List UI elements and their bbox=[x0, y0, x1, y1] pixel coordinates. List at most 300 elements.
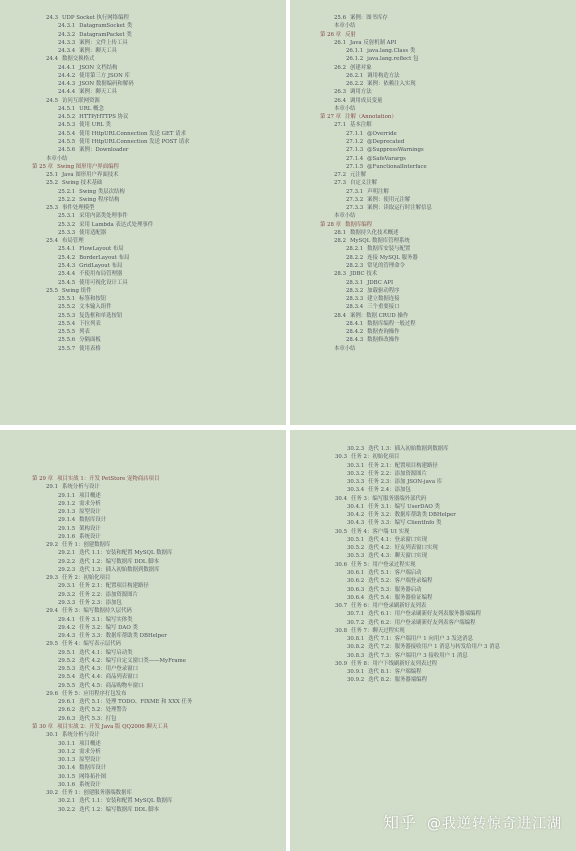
toc-number: 25.5.5 bbox=[58, 329, 76, 336]
toc-subsection bbox=[0, 706, 286, 714]
toc-title: 下拉列表 bbox=[79, 320, 101, 327]
toc-subsection bbox=[290, 619, 576, 627]
toc-section bbox=[0, 171, 286, 179]
toc-subsection bbox=[0, 245, 286, 253]
toc-section bbox=[290, 171, 576, 179]
toc-title: 任务 2.3：添加 JSON-java 库 bbox=[368, 479, 443, 486]
toc-number: 26.1 bbox=[334, 39, 347, 46]
toc-number: 29.5.3 bbox=[58, 666, 76, 673]
toc-title: 案例：聊天工具 bbox=[79, 89, 117, 96]
toc-title: 使用适配器 bbox=[79, 229, 107, 236]
toc-title: 案例：图书库存 bbox=[350, 15, 388, 21]
toc-number: 26.1.1 bbox=[346, 48, 364, 55]
toc-number: 30.8.3 bbox=[347, 652, 365, 659]
toc-title: 本章小结 bbox=[334, 345, 356, 352]
toc-section bbox=[0, 97, 286, 105]
toc-number: 24.4.4 bbox=[58, 89, 76, 96]
toc-number: 28.4.3 bbox=[346, 337, 364, 344]
toc-subsection bbox=[0, 336, 286, 344]
toc-subsection bbox=[0, 632, 286, 640]
toc-number: 27.1.1 bbox=[346, 130, 364, 137]
toc-number: 29.1.6 bbox=[58, 533, 76, 540]
toc-title: 反射 bbox=[345, 31, 356, 38]
toc-title: 自定义注解 bbox=[350, 180, 377, 187]
toc-subsection bbox=[0, 665, 286, 673]
toc-subsection bbox=[290, 445, 576, 453]
toc-subsection bbox=[290, 652, 576, 660]
toc-subsection bbox=[290, 287, 576, 295]
toc-number: 30.3.2 bbox=[347, 470, 365, 477]
toc-number: 29.1.5 bbox=[58, 525, 76, 532]
toc-title: 调用方法 bbox=[350, 89, 372, 96]
toc-number: 24.5.3 bbox=[58, 122, 76, 129]
toc-title: 迭代 1.1：安装和配置 MySQL 数据库 bbox=[79, 550, 173, 557]
toc-subsection bbox=[290, 130, 576, 138]
toc-subsection bbox=[290, 155, 576, 163]
toc-title: 网络拓扑图 bbox=[79, 773, 107, 780]
toc-title: JDBC 技术 bbox=[350, 271, 378, 278]
toc-title: 数据查询操作 bbox=[367, 329, 400, 336]
toc-subsection bbox=[0, 146, 286, 154]
toc-title: URL 概念 bbox=[79, 105, 104, 112]
toc-title: 调用构造方法 bbox=[367, 72, 400, 79]
toc-number: 29.1 bbox=[46, 484, 59, 491]
toc-subsection bbox=[290, 594, 576, 602]
toc-section bbox=[290, 229, 576, 237]
toc-panel-bottom-right bbox=[290, 430, 576, 851]
toc-number: 29.6 bbox=[46, 690, 59, 697]
toc-title: 项目概述 bbox=[79, 740, 101, 747]
toc-section bbox=[0, 179, 286, 187]
toc-number: 30.9.1 bbox=[347, 669, 365, 676]
toc-number: 24.4.3 bbox=[58, 81, 76, 88]
toc-number: 26.2.1 bbox=[346, 72, 364, 79]
toc-number: 25.5 bbox=[46, 287, 59, 294]
toc-title: Java 图形用户界面技术 bbox=[62, 172, 119, 179]
toc-title: 任务 5：应用程序打包发布 bbox=[62, 690, 127, 697]
toc-section bbox=[290, 270, 576, 278]
toc-number: 30.4.2 bbox=[347, 512, 365, 519]
toc-title: 案例：聊天工具 bbox=[79, 48, 117, 55]
toc-number: 29.6.1 bbox=[58, 699, 76, 706]
toc-number: 第 30 章 bbox=[32, 723, 54, 730]
toc-number: 28.2.2 bbox=[346, 254, 364, 261]
toc-title: 数据库编程一般过程 bbox=[367, 320, 416, 327]
toc-number: 30.5.2 bbox=[347, 545, 365, 552]
toc-subsection bbox=[0, 558, 286, 566]
toc-title: JSON 文档结构 bbox=[79, 64, 118, 71]
toc-title: 任务 2.3：添加包 bbox=[79, 599, 122, 606]
toc-subsection bbox=[290, 610, 576, 618]
toc-title: 数据库设计 bbox=[79, 765, 107, 772]
toc-title: DatagramPacket 类 bbox=[79, 31, 132, 38]
toc-section bbox=[0, 483, 286, 491]
toc-subsection bbox=[0, 797, 286, 805]
toc-number: 29.5.2 bbox=[58, 657, 76, 664]
toc-number: 30.5 bbox=[335, 528, 348, 535]
toc-number: 30.3.1 bbox=[347, 462, 365, 469]
toc-subsection bbox=[0, 22, 286, 30]
toc-number: 第 28 章 bbox=[320, 221, 342, 228]
toc-subsection bbox=[290, 511, 576, 519]
toc-subsection bbox=[0, 764, 286, 772]
toc-section bbox=[290, 453, 576, 461]
toc-title: 分隔面板 bbox=[79, 337, 101, 344]
toc-subsection bbox=[290, 254, 576, 262]
toc-number: 28.3 bbox=[334, 271, 347, 278]
toc-title: 迭代 1.3：插入初始数据到数据库 bbox=[368, 446, 449, 452]
toc-subsection bbox=[0, 72, 286, 80]
toc-title: 迭代 5.4：服务器验证编程 bbox=[368, 594, 433, 601]
toc-subsection bbox=[0, 221, 286, 229]
toc-title: 任务 2.2：添加资源图片 bbox=[368, 470, 427, 477]
toc-subsection bbox=[290, 196, 576, 204]
toc-subsection bbox=[290, 544, 576, 552]
toc-number: 30.7.2 bbox=[347, 619, 365, 626]
toc-number: 25.3.3 bbox=[58, 229, 76, 236]
toc-title: 采用 Lambda 表达式处理事件 bbox=[79, 221, 154, 228]
toc-title: 声明注解 bbox=[367, 188, 389, 195]
toc-title: 任务 3.1：编写 UserDAO 类 bbox=[368, 503, 440, 510]
toc-title: 访问互联网资源 bbox=[62, 97, 100, 104]
toc-title: 加载驱动程序 bbox=[367, 287, 400, 294]
toc-subsection bbox=[0, 295, 286, 303]
toc-title: 系统设计 bbox=[79, 533, 101, 540]
toc-title: @SuppressWarnings bbox=[367, 147, 424, 154]
toc-subsection bbox=[290, 55, 576, 63]
toc-subsection bbox=[0, 312, 286, 320]
toc-title: 调用成员变量 bbox=[350, 97, 383, 104]
toc-title: 使用 URL 类 bbox=[79, 122, 111, 129]
toc-number: 29.3 bbox=[46, 575, 59, 582]
toc-number: 26.2 bbox=[334, 64, 347, 71]
toc-number: 29.6.2 bbox=[58, 707, 76, 714]
toc-number: 28.3.1 bbox=[346, 279, 364, 286]
toc-number: 30.5.3 bbox=[347, 553, 365, 560]
toc-title: 注解（Annotation） bbox=[345, 114, 397, 121]
toc-title: 迭代 7.1：客户端用户 1 向用户 3 发送消息 bbox=[368, 636, 474, 643]
toc-section bbox=[290, 660, 576, 668]
toc-number: 29.6.3 bbox=[58, 715, 76, 722]
toc-number: 30.1.5 bbox=[58, 773, 76, 780]
toc-title: Swing 类层次结构 bbox=[79, 188, 125, 195]
toc-title: 数据库编程 bbox=[345, 221, 373, 228]
toc-subsection bbox=[0, 345, 286, 353]
toc-title: 本章小结 bbox=[334, 213, 356, 220]
toc-subsection bbox=[0, 303, 286, 311]
toc-title: 本章小结 bbox=[46, 155, 68, 162]
toc-title: 使用可视化设计工具 bbox=[79, 279, 128, 286]
toc-title: HTTP/HTTPS 协议 bbox=[79, 114, 129, 121]
toc-number: 30.3 bbox=[335, 454, 348, 461]
toc-title: 任务 8：用户下线刷新好友列表过程 bbox=[351, 660, 438, 667]
toc-title: BorderLayout 布局 bbox=[79, 254, 130, 261]
toc-subsection bbox=[290, 336, 576, 344]
toc-subsection bbox=[0, 113, 286, 121]
toc-summary bbox=[290, 212, 576, 220]
toc-number: 27.2 bbox=[334, 172, 347, 179]
toc-title: 迭代 4.1：编写启动类 bbox=[79, 649, 133, 656]
toc-title: 迭代 7.2：服务器接收用户 1 消息与转发给用户 3 消息 bbox=[368, 644, 500, 651]
toc-subsection bbox=[290, 552, 576, 560]
toc-subsection bbox=[290, 320, 576, 328]
toc-title: 架构设计 bbox=[79, 525, 101, 532]
toc-number: 24.3.4 bbox=[58, 48, 76, 55]
toc-title: FlowLayout 布局 bbox=[79, 246, 124, 253]
toc-title: 常见的管理命令 bbox=[367, 262, 405, 269]
toc-number: 25.3.2 bbox=[58, 221, 76, 228]
toc-title: 迭代 1.3：插入初始数据到数据库 bbox=[79, 566, 160, 573]
toc-subsection bbox=[290, 295, 576, 303]
toc-section bbox=[0, 640, 286, 648]
toc-title: 迭代 7.3：客户端用户 3 接收用户 1 消息 bbox=[368, 652, 468, 659]
toc-subsection bbox=[290, 188, 576, 196]
toc-number: 30.6.4 bbox=[347, 594, 365, 601]
toc-number: 29.3.3 bbox=[58, 599, 76, 606]
toc-subsection bbox=[0, 657, 286, 665]
toc-title: 案例：文件上传工具 bbox=[79, 39, 128, 46]
toc-title: 任务 4：客户端 UI 实现 bbox=[351, 528, 410, 535]
toc-title: 迭代 4.3：用户登录窗口 bbox=[79, 666, 138, 673]
toc-title: 任务 3.3：数据库帮助类 DBHelper bbox=[79, 633, 167, 640]
toc-number: 30.1.2 bbox=[58, 748, 76, 755]
toc-subsection bbox=[0, 130, 286, 138]
toc-number: 28.2 bbox=[334, 238, 347, 245]
toc-summary bbox=[290, 22, 576, 30]
toc-title: 任务 3.1：编写实体类 bbox=[79, 616, 133, 623]
toc-number: 25.5.6 bbox=[58, 337, 76, 344]
toc-number: 28.4.2 bbox=[346, 329, 364, 336]
toc-title: 迭代 5.2：客户端登录编程 bbox=[368, 578, 433, 585]
toc-subsection bbox=[0, 698, 286, 706]
toc-title: 文本输入组件 bbox=[79, 304, 112, 311]
toc-number: 24.4.2 bbox=[58, 72, 76, 79]
toc-subsection bbox=[0, 806, 286, 814]
toc-subsection bbox=[290, 635, 576, 643]
toc-section bbox=[0, 204, 286, 212]
toc-subsection bbox=[290, 146, 576, 154]
toc-title: 案例：数据 CRUD 操作 bbox=[350, 312, 409, 319]
toc-title: 任务 3.3：编写 ClientInfo 类 bbox=[368, 520, 442, 527]
toc-title: 数据修改操作 bbox=[367, 337, 400, 344]
toc-title: 迭代 4.4：商品列表窗口 bbox=[79, 674, 138, 681]
toc-section bbox=[0, 607, 286, 615]
toc-subsection bbox=[290, 279, 576, 287]
toc-number: 30.7.1 bbox=[347, 611, 365, 618]
toc-title: 连接 MySQL 服务器 bbox=[367, 254, 418, 261]
toc-subsection bbox=[0, 748, 286, 756]
toc-title: JSON 数据编码和解码 bbox=[79, 81, 134, 88]
toc-number: 30.1.3 bbox=[58, 757, 76, 764]
toc-title: 任务 3.2：数据库帮助类 DBHelper bbox=[368, 512, 456, 519]
toc-number: 29.3.2 bbox=[58, 591, 76, 598]
toc-chapter bbox=[290, 31, 576, 39]
toc-subsection bbox=[0, 599, 286, 607]
toc-subsection bbox=[0, 500, 286, 508]
toc-section bbox=[0, 731, 286, 739]
toc-panel-bottom-left bbox=[0, 430, 286, 851]
toc-number: 30.6.1 bbox=[347, 569, 365, 576]
toc-title: 项目概述 bbox=[79, 492, 101, 499]
toc-number: 25.4.4 bbox=[58, 271, 76, 278]
toc-title: 使用 HttpURLConnection 发送 POST 请求 bbox=[79, 138, 190, 145]
toc-number: 29.2.3 bbox=[58, 566, 76, 573]
toc-title: 创建对象 bbox=[350, 64, 372, 71]
toc-title: 系统设计 bbox=[79, 781, 101, 788]
toc-title: @Deprecated bbox=[367, 138, 405, 145]
toc-title: Swing 技术基础 bbox=[62, 180, 103, 187]
toc-title: GridLayout 布局 bbox=[79, 262, 123, 269]
toc-title: 任务 1：创建服务器端数据库 bbox=[62, 790, 132, 797]
toc-section bbox=[0, 541, 286, 549]
toc-title: 迭代 4.2：编写自定义窗口类——MyFrame bbox=[79, 657, 186, 664]
toc-number: 24.3.1 bbox=[58, 23, 76, 30]
toc-subsection bbox=[0, 616, 286, 624]
toc-number: 30.1 bbox=[46, 732, 59, 739]
toc-title: 标签和按钮 bbox=[79, 296, 107, 303]
toc-subsection bbox=[0, 270, 286, 278]
toc-title: 迭代 6.2：用户登录刷新好友列表客户端编程 bbox=[368, 619, 476, 626]
toc-title: 任务 4：编写表示层代码 bbox=[62, 641, 122, 648]
toc-subsection bbox=[0, 549, 286, 557]
toc-number: 24.3 bbox=[46, 15, 59, 21]
toc-number: 30.2.1 bbox=[58, 798, 76, 805]
toc-number: 27.1.5 bbox=[346, 163, 364, 170]
toc-subsection bbox=[0, 328, 286, 336]
toc-title: 案例：使用元注解 bbox=[367, 196, 411, 203]
toc-subsection bbox=[290, 569, 576, 577]
toc-chapter bbox=[290, 221, 576, 229]
toc-title: 元注解 bbox=[350, 172, 367, 179]
toc-title: 迭代 4.3：聊天窗口实现 bbox=[368, 553, 427, 560]
toc-section bbox=[0, 574, 286, 582]
toc-subsection bbox=[0, 533, 286, 541]
toc-title: @FunctionalInterface bbox=[367, 163, 427, 170]
toc-section bbox=[290, 39, 576, 47]
toc-number: 29.5.1 bbox=[58, 649, 76, 656]
toc-number: 24.5.1 bbox=[58, 105, 76, 112]
toc-subsection bbox=[0, 88, 286, 96]
toc-number: 30.1.1 bbox=[58, 740, 76, 747]
toc-section bbox=[0, 237, 286, 245]
toc-number: 30.1.6 bbox=[58, 781, 76, 788]
toc-number: 25.4.1 bbox=[58, 246, 76, 253]
toc-number: 27.1.3 bbox=[346, 147, 364, 154]
toc-section bbox=[0, 287, 286, 295]
toc-title: 任务 1：创建数据库 bbox=[62, 542, 111, 549]
toc-subsection bbox=[290, 462, 576, 470]
toc-subsection bbox=[0, 649, 286, 657]
toc-subsection bbox=[0, 673, 286, 681]
toc-number: 30.6.3 bbox=[347, 586, 365, 593]
toc-subsection bbox=[0, 582, 286, 590]
toc-number: 25.6 bbox=[334, 15, 347, 21]
toc-number: 30.8.1 bbox=[347, 636, 365, 643]
toc-subsection bbox=[290, 163, 576, 171]
toc-subsection bbox=[290, 519, 576, 527]
toc-subsection bbox=[0, 740, 286, 748]
toc-title: 本章小结 bbox=[334, 105, 356, 112]
toc-title: Java 反射机制 API bbox=[350, 39, 397, 46]
toc-subsection bbox=[290, 577, 576, 585]
toc-title: 采用内部类处理事件 bbox=[79, 213, 128, 220]
toc-number: 30.9.2 bbox=[347, 677, 365, 684]
toc-chapter bbox=[0, 475, 286, 483]
toc-title: 迭代 1.2：编写数据库 DDL 脚本 bbox=[79, 806, 159, 813]
toc-subsection bbox=[0, 105, 286, 113]
toc-title: java.lang.reflect 包 bbox=[367, 56, 419, 63]
toc-number: 28.2.1 bbox=[346, 246, 364, 253]
toc-title: 三个重要接口 bbox=[367, 304, 400, 311]
toc-title: 迭代 1.2：编写数据库 DDL 脚本 bbox=[79, 558, 159, 565]
toc-section bbox=[290, 88, 576, 96]
toc-subsection bbox=[0, 229, 286, 237]
toc-title: 迭代 5.3：打包 bbox=[79, 715, 117, 722]
toc-section bbox=[290, 97, 576, 105]
toc-number: 27.3.2 bbox=[346, 196, 364, 203]
toc-subsection bbox=[290, 586, 576, 594]
toc-title: MySQL 数据库管理系统 bbox=[350, 238, 410, 245]
toc-number: 30.1.4 bbox=[58, 765, 76, 772]
toc-number: 25.5.7 bbox=[58, 345, 76, 352]
toc-number: 29.1.4 bbox=[58, 517, 76, 524]
toc-subsection bbox=[0, 508, 286, 516]
watermark-author: @我逆转惊奇进江湖 bbox=[427, 816, 562, 832]
toc-number: 27.3.3 bbox=[346, 205, 364, 212]
toc-number: 30.3.4 bbox=[347, 487, 365, 494]
toc-title: 迭代 5.3：服务器启动 bbox=[368, 586, 422, 593]
toc-number: 28.3.4 bbox=[346, 304, 364, 311]
toc-title: 列表 bbox=[79, 329, 90, 336]
toc-number: 24.3.2 bbox=[58, 31, 76, 38]
toc-subsection bbox=[0, 591, 286, 599]
toc-subsection bbox=[290, 204, 576, 212]
toc-summary bbox=[290, 345, 576, 353]
toc-number: 第 27 章 bbox=[320, 114, 342, 121]
toc-number: 29.4 bbox=[46, 608, 59, 615]
toc-section bbox=[0, 14, 286, 22]
toc-number: 24.5.2 bbox=[58, 114, 76, 121]
toc-subsection bbox=[0, 525, 286, 533]
toc-number: 29.2.1 bbox=[58, 550, 76, 557]
toc-subsection bbox=[290, 643, 576, 651]
toc-title: @Override bbox=[367, 130, 397, 137]
toc-number: 25.3.1 bbox=[58, 213, 76, 220]
toc-summary bbox=[290, 105, 576, 113]
toc-title: 建立数据连接 bbox=[367, 296, 400, 303]
toc-title: 原型设计 bbox=[79, 757, 101, 764]
toc-title: 任务 2.1：配置项目构建路径 bbox=[368, 462, 438, 469]
toc-number: 28.4 bbox=[334, 312, 347, 319]
toc-number: 30.6.2 bbox=[347, 578, 365, 585]
toc-subsection bbox=[290, 503, 576, 511]
toc-section bbox=[290, 528, 576, 536]
toc-title: 基本注解 bbox=[350, 122, 372, 129]
toc-section bbox=[290, 627, 576, 635]
toc-number: 30.4.3 bbox=[347, 520, 365, 527]
toc-title: 任务 3.2：编写 DAO 类 bbox=[79, 624, 138, 631]
toc-number: 第 26 章 bbox=[320, 31, 342, 38]
toc-number: 25.1 bbox=[46, 172, 59, 179]
toc-subsection bbox=[0, 39, 286, 47]
toc-title: 需求分析 bbox=[79, 748, 101, 755]
toc-subsection bbox=[290, 536, 576, 544]
toc-subsection bbox=[0, 682, 286, 690]
toc-number: 26.2.2 bbox=[346, 81, 364, 88]
toc-list bbox=[0, 475, 286, 814]
toc-number: 24.3.3 bbox=[58, 39, 76, 46]
toc-number: 29.4.1 bbox=[58, 616, 76, 623]
